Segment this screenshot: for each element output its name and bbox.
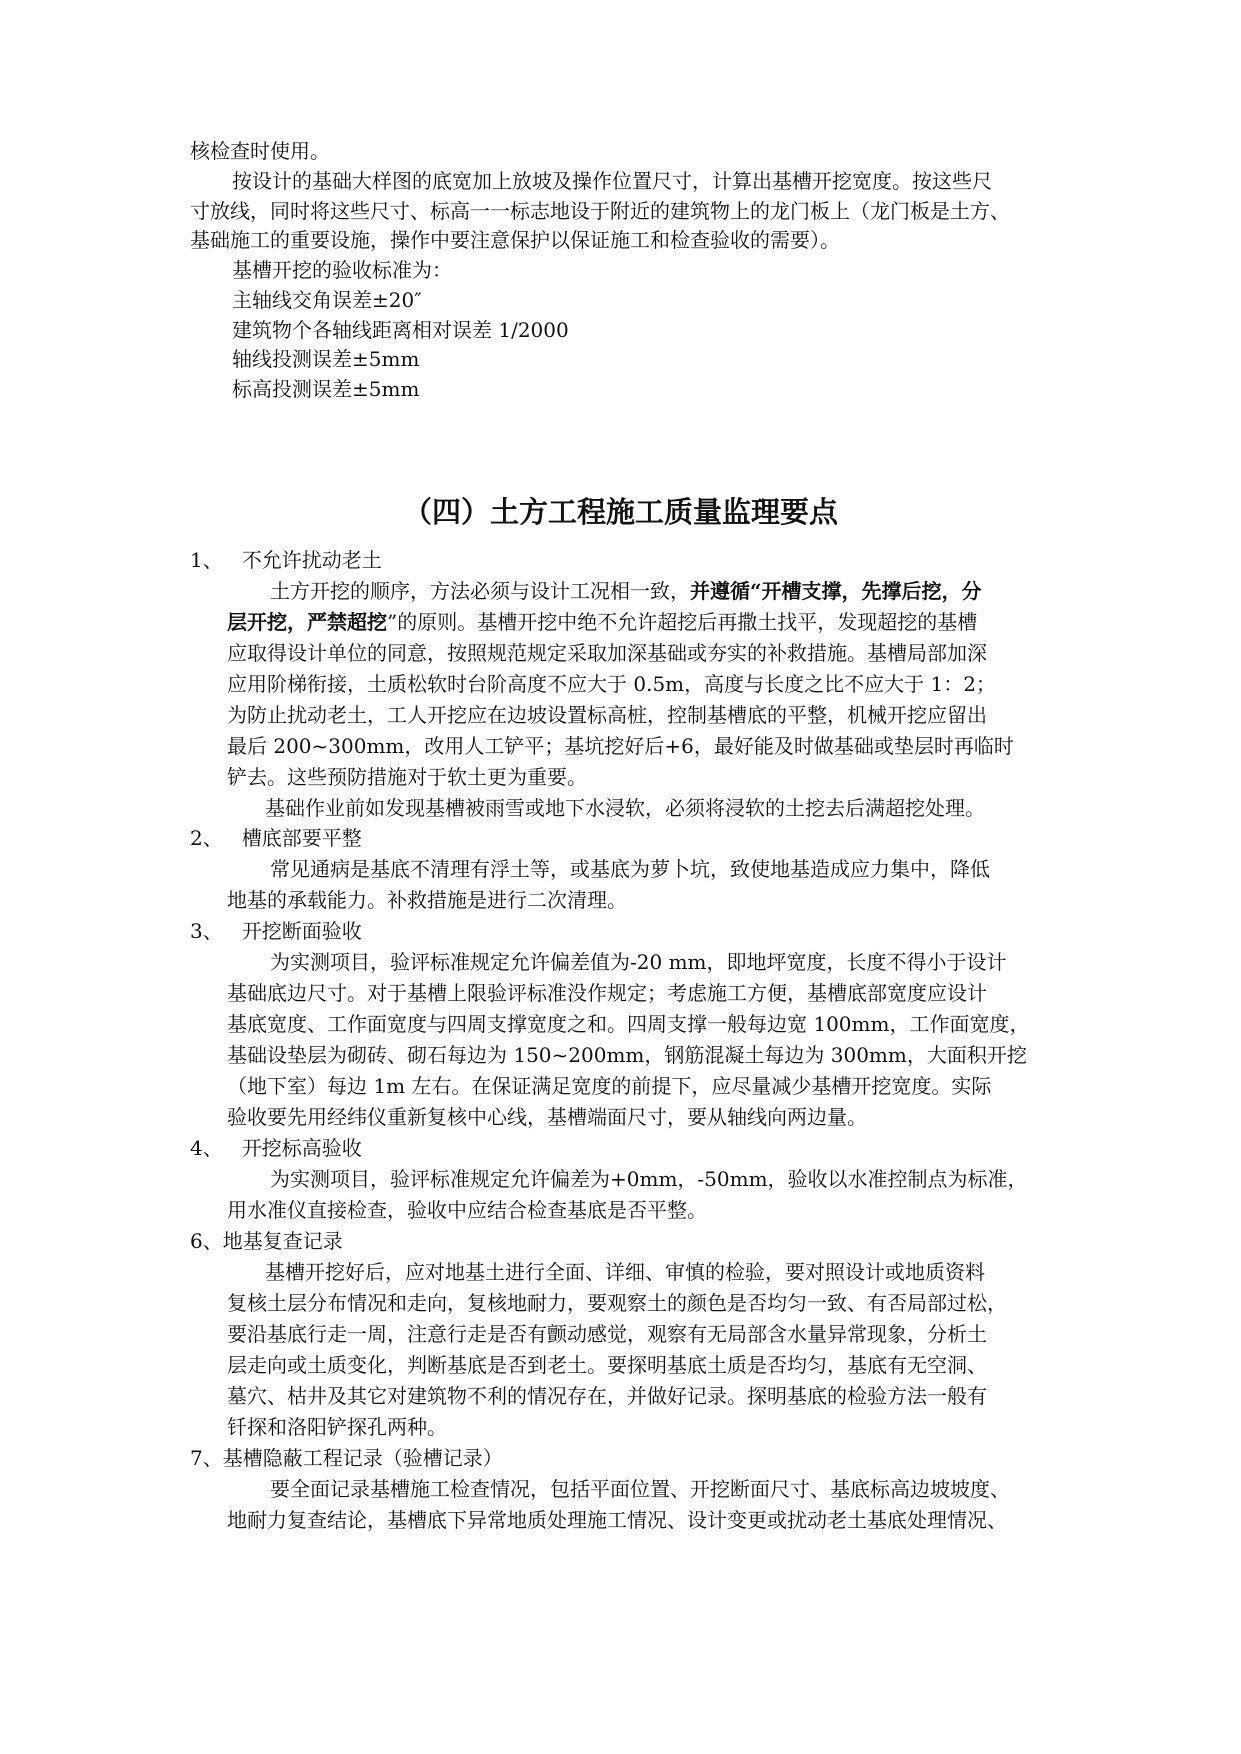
section-2-heading	[190, 823, 362, 853]
section-7-heading: 7、基槽隐蔽工程记录（验槽记录）	[190, 1446, 503, 1470]
section-7-line-2: 地耐力复查结论，基槽底下异常地质处理施工情况、设计变更或扰动老土基底处理情况、	[227, 1508, 1007, 1532]
section-6-line-4: 层走向或土质变化，判断基底是否到老土。要探明基底土质是否均匀，基底有无空洞、	[227, 1353, 987, 1377]
section-1-line-1	[270, 576, 982, 606]
standards-heading: 基槽开挖的验收标准为：	[232, 258, 452, 282]
section-3-line-2: 基础底边尺寸。对于基槽上限验评标准没作规定；考虑施工方便，基槽底部宽度应设计	[227, 981, 987, 1005]
section-2-line-2: 地基的承载能力。补救措施是进行二次清理。	[227, 888, 627, 912]
section-1-heading	[190, 545, 382, 575]
section-3-line-4: 基础设垫层为砌砖、砌石每边为 150~200mm，钢筋混凝土每边为 300mm，大面积开挖	[227, 1043, 1027, 1067]
section-4-title: 开挖标高验收	[241, 1136, 362, 1160]
section-1-line-4: 应用阶梯衔接，土质松软时台阶高度不应大于 0.5m，高度与长度之比不应大于 1：2；	[227, 672, 996, 696]
section-3-line-6: 验收要先用经纬仪重新复核中心线，基槽端面尺寸，要从轴线向两边量。	[227, 1105, 867, 1129]
section-6-line-2: 复核土层分布情况和走向，复核地耐力，要观察土的颜色是否均匀一致、有否局部过松，	[227, 1291, 1007, 1315]
section-1-line-5: 为防止扰动老土，工人开挖应在边坡设置标高桩，控制基槽底的平整，机械开挖应留出	[227, 703, 987, 727]
section-6-line-3: 要沿基底行走一周，注意行走是否有颤动感觉，观察有无局部含水量异常现象，分析土	[227, 1322, 987, 1346]
section-6-line-5: 墓穴、枯井及其它对建筑物不利的情况存在，并做好记录。探明基底的检验方法一般有	[227, 1384, 987, 1408]
section-1-paragraph-2: 基础作业前如发现基槽被雨雪或地下水浸软，必须将浸软的土挖去后满超挖处理。	[265, 796, 985, 820]
section-1-line-6: 最后 200~300mm，改用人工铲平；基坑挖好后+6，最好能及时做基础或垫层时再临时	[227, 734, 1014, 758]
section-1-bold-text: 并遵循“开槽支撑，先撑后挖，分	[690, 579, 982, 603]
standard-item: 建筑物个各轴线距离相对误差 1/2000	[232, 318, 569, 342]
section-3-title: 开挖断面验收	[241, 919, 362, 943]
section-6-line-1: 基槽开挖好后，应对地基土进行全面、详细、审慎的检验，要对照设计或地质资料	[265, 1260, 985, 1284]
section-7-line-1: 要全面记录基槽施工检查情况，包括平面位置、开挖断面尺寸、基底标高边坡坡度、	[270, 1477, 1010, 1501]
standard-item: 主轴线交角误差±20″	[232, 288, 422, 312]
standard-item: 轴线投测误差±5mm	[232, 347, 420, 371]
section-4-line-1: 为实测项目，验评标准规定允许偏差为+0mm，-50mm，验收以水准控制点为标准，	[270, 1167, 1028, 1191]
section-1-line-7: 铲去。这些预防措施对于软土更为重要。	[227, 765, 587, 789]
section-3-line-3: 基底宽度、工作面宽度与四周支撑宽度之和。四周支撑一般每边宽 100mm，工作面宽度，	[227, 1012, 1030, 1036]
section-2-title: 槽底部要平整	[241, 826, 362, 850]
section-3-number: 3、	[190, 919, 223, 943]
section-1-bold-text: 层开挖，严禁超挖	[227, 610, 387, 634]
standard-item: 标高投测误差±5mm	[232, 377, 420, 401]
intro-line-4: 基础施工的重要设施，操作中要注意保护以保证施工和检查验收的需要）。	[190, 228, 840, 252]
section-1-title: 不允许扰动老土	[241, 548, 382, 572]
intro-line-2: 按设计的基础大样图的底宽加上放坡及操作位置尺寸，计算出基槽开挖宽度。按这些尺	[232, 169, 992, 193]
section-1-text: 土方开挖的顺序，方法必须与设计工况相一致，	[270, 579, 690, 603]
section-6-heading: 6、地基复查记录	[190, 1229, 343, 1253]
section-3-line-1: 为实测项目，验评标准规定允许偏差值为-20 mm，即地坪宽度，长度不得小于设计	[270, 950, 1007, 974]
section-4-number: 4、	[190, 1136, 223, 1160]
section-2-number: 2、	[190, 826, 223, 850]
section-1-line-2	[227, 607, 977, 637]
section-3-heading	[190, 916, 362, 946]
section-4-heading	[190, 1133, 362, 1163]
section-6-line-6: 钎探和洛阳铲探孔两种。	[227, 1415, 447, 1439]
intro-line-3: 寸放线，同时将这些尺寸、标高一一标志地设于附近的建筑物上的龙门板上（龙门板是土方、	[190, 199, 1010, 223]
intro-line-1: 核检查时使用。	[190, 139, 330, 163]
section-1-line-3: 应取得设计单位的同意，按照规范规定采取加深基础或夯实的补救措施。基槽局部加深	[227, 641, 987, 665]
section-title: （四）土方工程施工质量监理要点	[402, 495, 838, 529]
section-4-line-2: 用水准仪直接检查，验收中应结合检查基底是否平整。	[227, 1198, 707, 1222]
section-1-text: ”的原则。基槽开挖中绝不允许超挖后再撒土找平，发现超挖的基槽	[387, 610, 978, 634]
section-2-line-1: 常见通病是基底不清理有浮土等，或基底为萝卜坑，致使地基造成应力集中，降低	[270, 857, 990, 881]
section-1-number: 1、	[190, 548, 223, 572]
section-3-line-5: （地下室）每边 1m 左右。在保证满足宽度的前提下，应尽量减少基槽开挖宽度。实际	[227, 1074, 992, 1098]
